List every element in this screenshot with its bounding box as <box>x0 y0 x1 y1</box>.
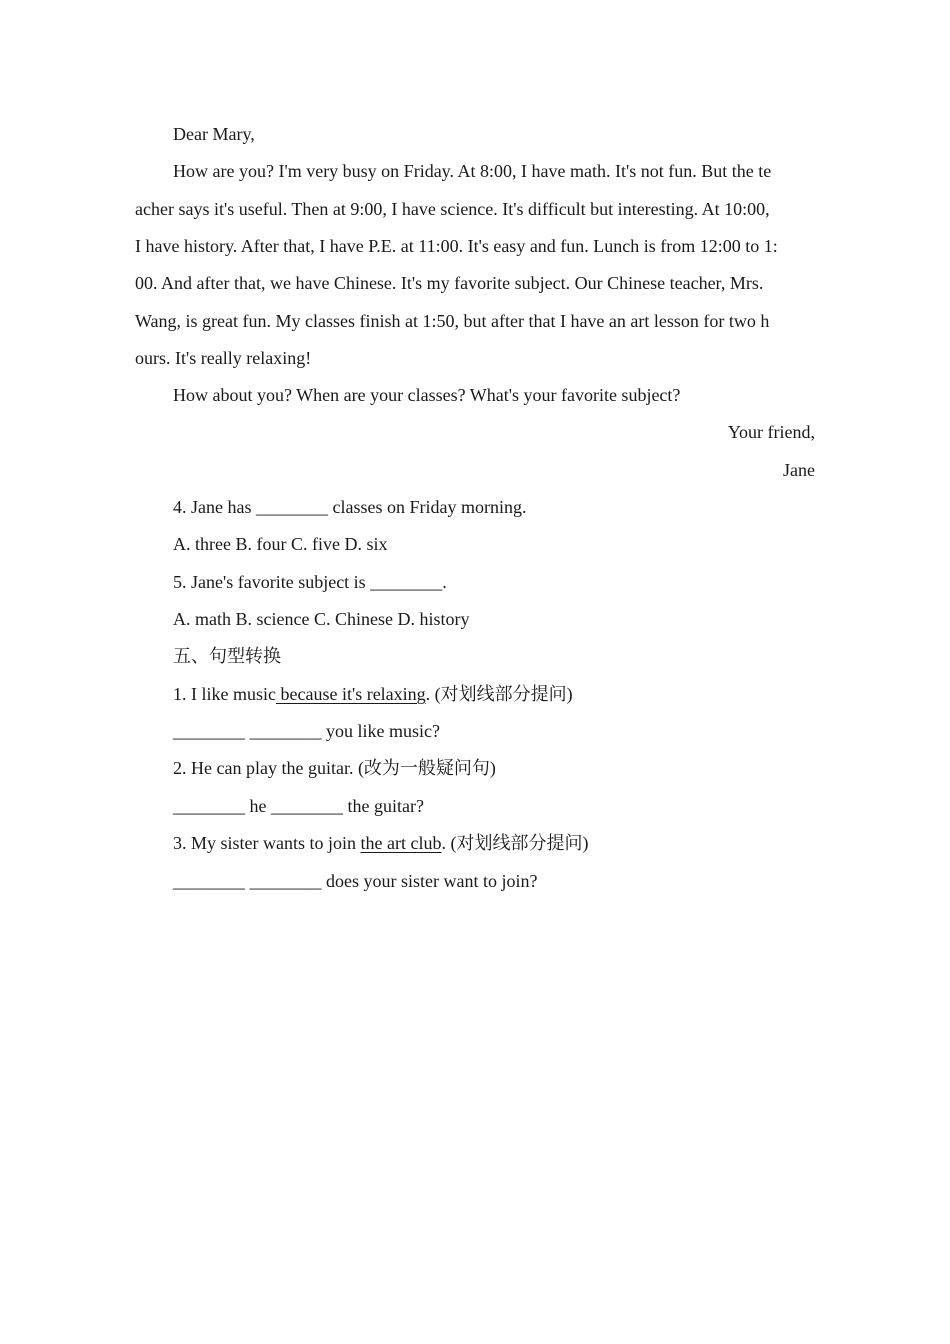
answer-line-1: ________ ________ you like music? <box>173 721 440 741</box>
underlined-phrase: the art club <box>360 833 442 853</box>
item-text: 1. I like music <box>173 684 276 704</box>
section-heading: 五、句型转换 <box>173 646 281 666</box>
letter-body-line: ours. It's really relaxing! <box>135 348 312 368</box>
letter-closing-question: How about you? When are your classes? What's your favorite subject? <box>173 385 681 405</box>
answer-line-2: ________ he ________ the guitar? <box>173 796 424 816</box>
transform-item-2: 2. He can play the guitar. (改为一般疑问句) <box>173 758 496 778</box>
item-text: 3. My sister wants to join <box>173 833 361 853</box>
letter-sign-off: Your friend, <box>727 422 815 442</box>
question-5-options: A. math B. science C. Chinese D. history <box>173 609 470 629</box>
answer-line-3: ________ ________ does your sister want to join? <box>173 871 538 891</box>
letter-greeting: Dear Mary, <box>173 124 255 144</box>
transform-item-1 <box>173 683 573 705</box>
item-instruction: . (对划线部分提问) <box>425 684 573 704</box>
letter-body-line: acher says it's useful. Then at 9:00, I have science. It's difficult but interesting. At 10:00, <box>135 199 770 219</box>
letter-body-line: I have history. After that, I have P.E. at 11:00. It's easy and fun. Lunch is from 12:00 to 1: <box>135 236 778 256</box>
underlined-phrase: because it's relaxing <box>275 684 426 704</box>
letter-body-line: How are you? I'm very busy on Friday. At 8:00, I have math. It's not fun. But the te <box>173 161 772 181</box>
letter-body-line: 00. And after that, we have Chinese. It's my favorite subject. Our Chinese teacher, Mrs. <box>135 273 764 293</box>
transform-item-3 <box>173 832 588 854</box>
item-instruction: . (对划线部分提问) <box>441 833 589 853</box>
letter-signature: Jane <box>783 460 815 480</box>
question-4-stem: 4. Jane has ________ classes on Friday morning. <box>173 497 527 517</box>
question-4-options: A. three B. four C. five D. six <box>173 534 388 554</box>
question-5-stem: 5. Jane's favorite subject is ________. <box>173 572 447 592</box>
letter-body-line: Wang, is great fun. My classes finish at 1:50, but after that I have an art lesson for two h <box>135 311 770 331</box>
